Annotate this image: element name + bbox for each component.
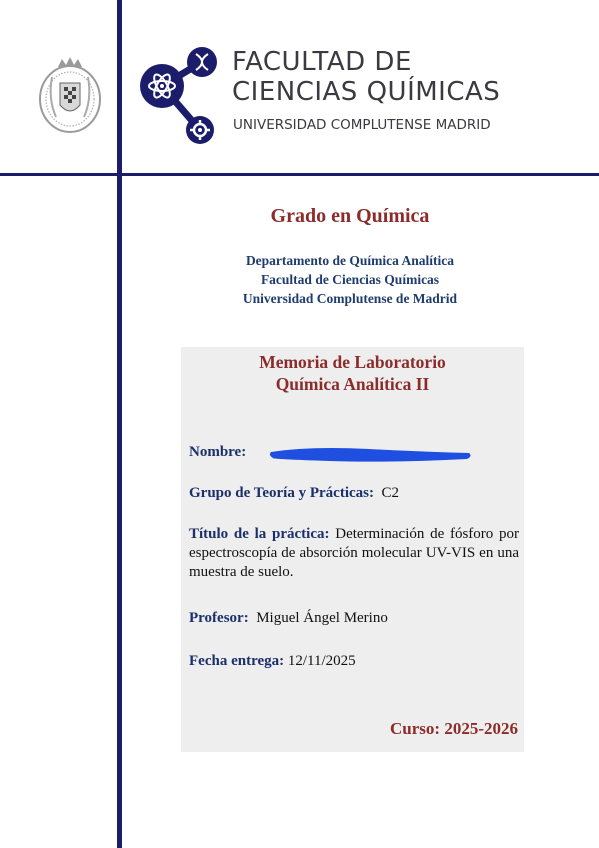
chemistry-faculty-icon [138, 42, 228, 152]
ucm-seal-icon [38, 55, 102, 135]
degree-title: Grado en Química [270, 205, 430, 227]
report-title-line2: Química Analítica II [275, 374, 430, 394]
faculty-line: Facultad de Ciencias Químicas [260, 272, 440, 287]
fecha-field [189, 652, 519, 671]
faculty-subtitle: UNIVERSIDAD COMPLUTENSE MADRID [233, 117, 491, 133]
fecha-value: 12/11/2025 [287, 653, 356, 669]
titulo-value: Determinación de fósforo por espectroscopía de absorción molecular UV-VIS en una muestra de suelo. [189, 526, 520, 580]
profesor-value: Miguel Ángel Merino [256, 610, 388, 626]
fecha-label: Fecha entrega: [189, 653, 285, 669]
horizontal-rule [0, 173, 599, 176]
profesor-field [189, 609, 519, 628]
report-title-line1: Memoria de Laboratorio [259, 352, 446, 372]
report-card [181, 347, 524, 752]
vertical-rule [117, 0, 122, 848]
faculty-title-line1: FACULTAD DE [232, 47, 412, 77]
grupo-value: C2 [381, 485, 399, 501]
redaction-mark [269, 444, 473, 464]
titulo-field [189, 525, 519, 582]
university-line: Universidad Complutense de Madrid [242, 291, 458, 306]
faculty-title [232, 47, 500, 107]
grupo-label: Grupo de Teoría y Prácticas: [189, 485, 374, 501]
department-line: Departamento de Química Analítica [245, 253, 455, 268]
report-title [181, 351, 524, 395]
titulo-label: Título de la práctica: [189, 526, 330, 542]
faculty-title-line2: CIENCIAS QUÍMICAS [232, 77, 501, 107]
department-block [128, 251, 572, 308]
profesor-label: Profesor: [189, 610, 249, 626]
grupo-field [189, 484, 519, 503]
nombre-label: Nombre: [189, 444, 247, 460]
course-year: Curso: 2025-2026 [390, 719, 518, 738]
